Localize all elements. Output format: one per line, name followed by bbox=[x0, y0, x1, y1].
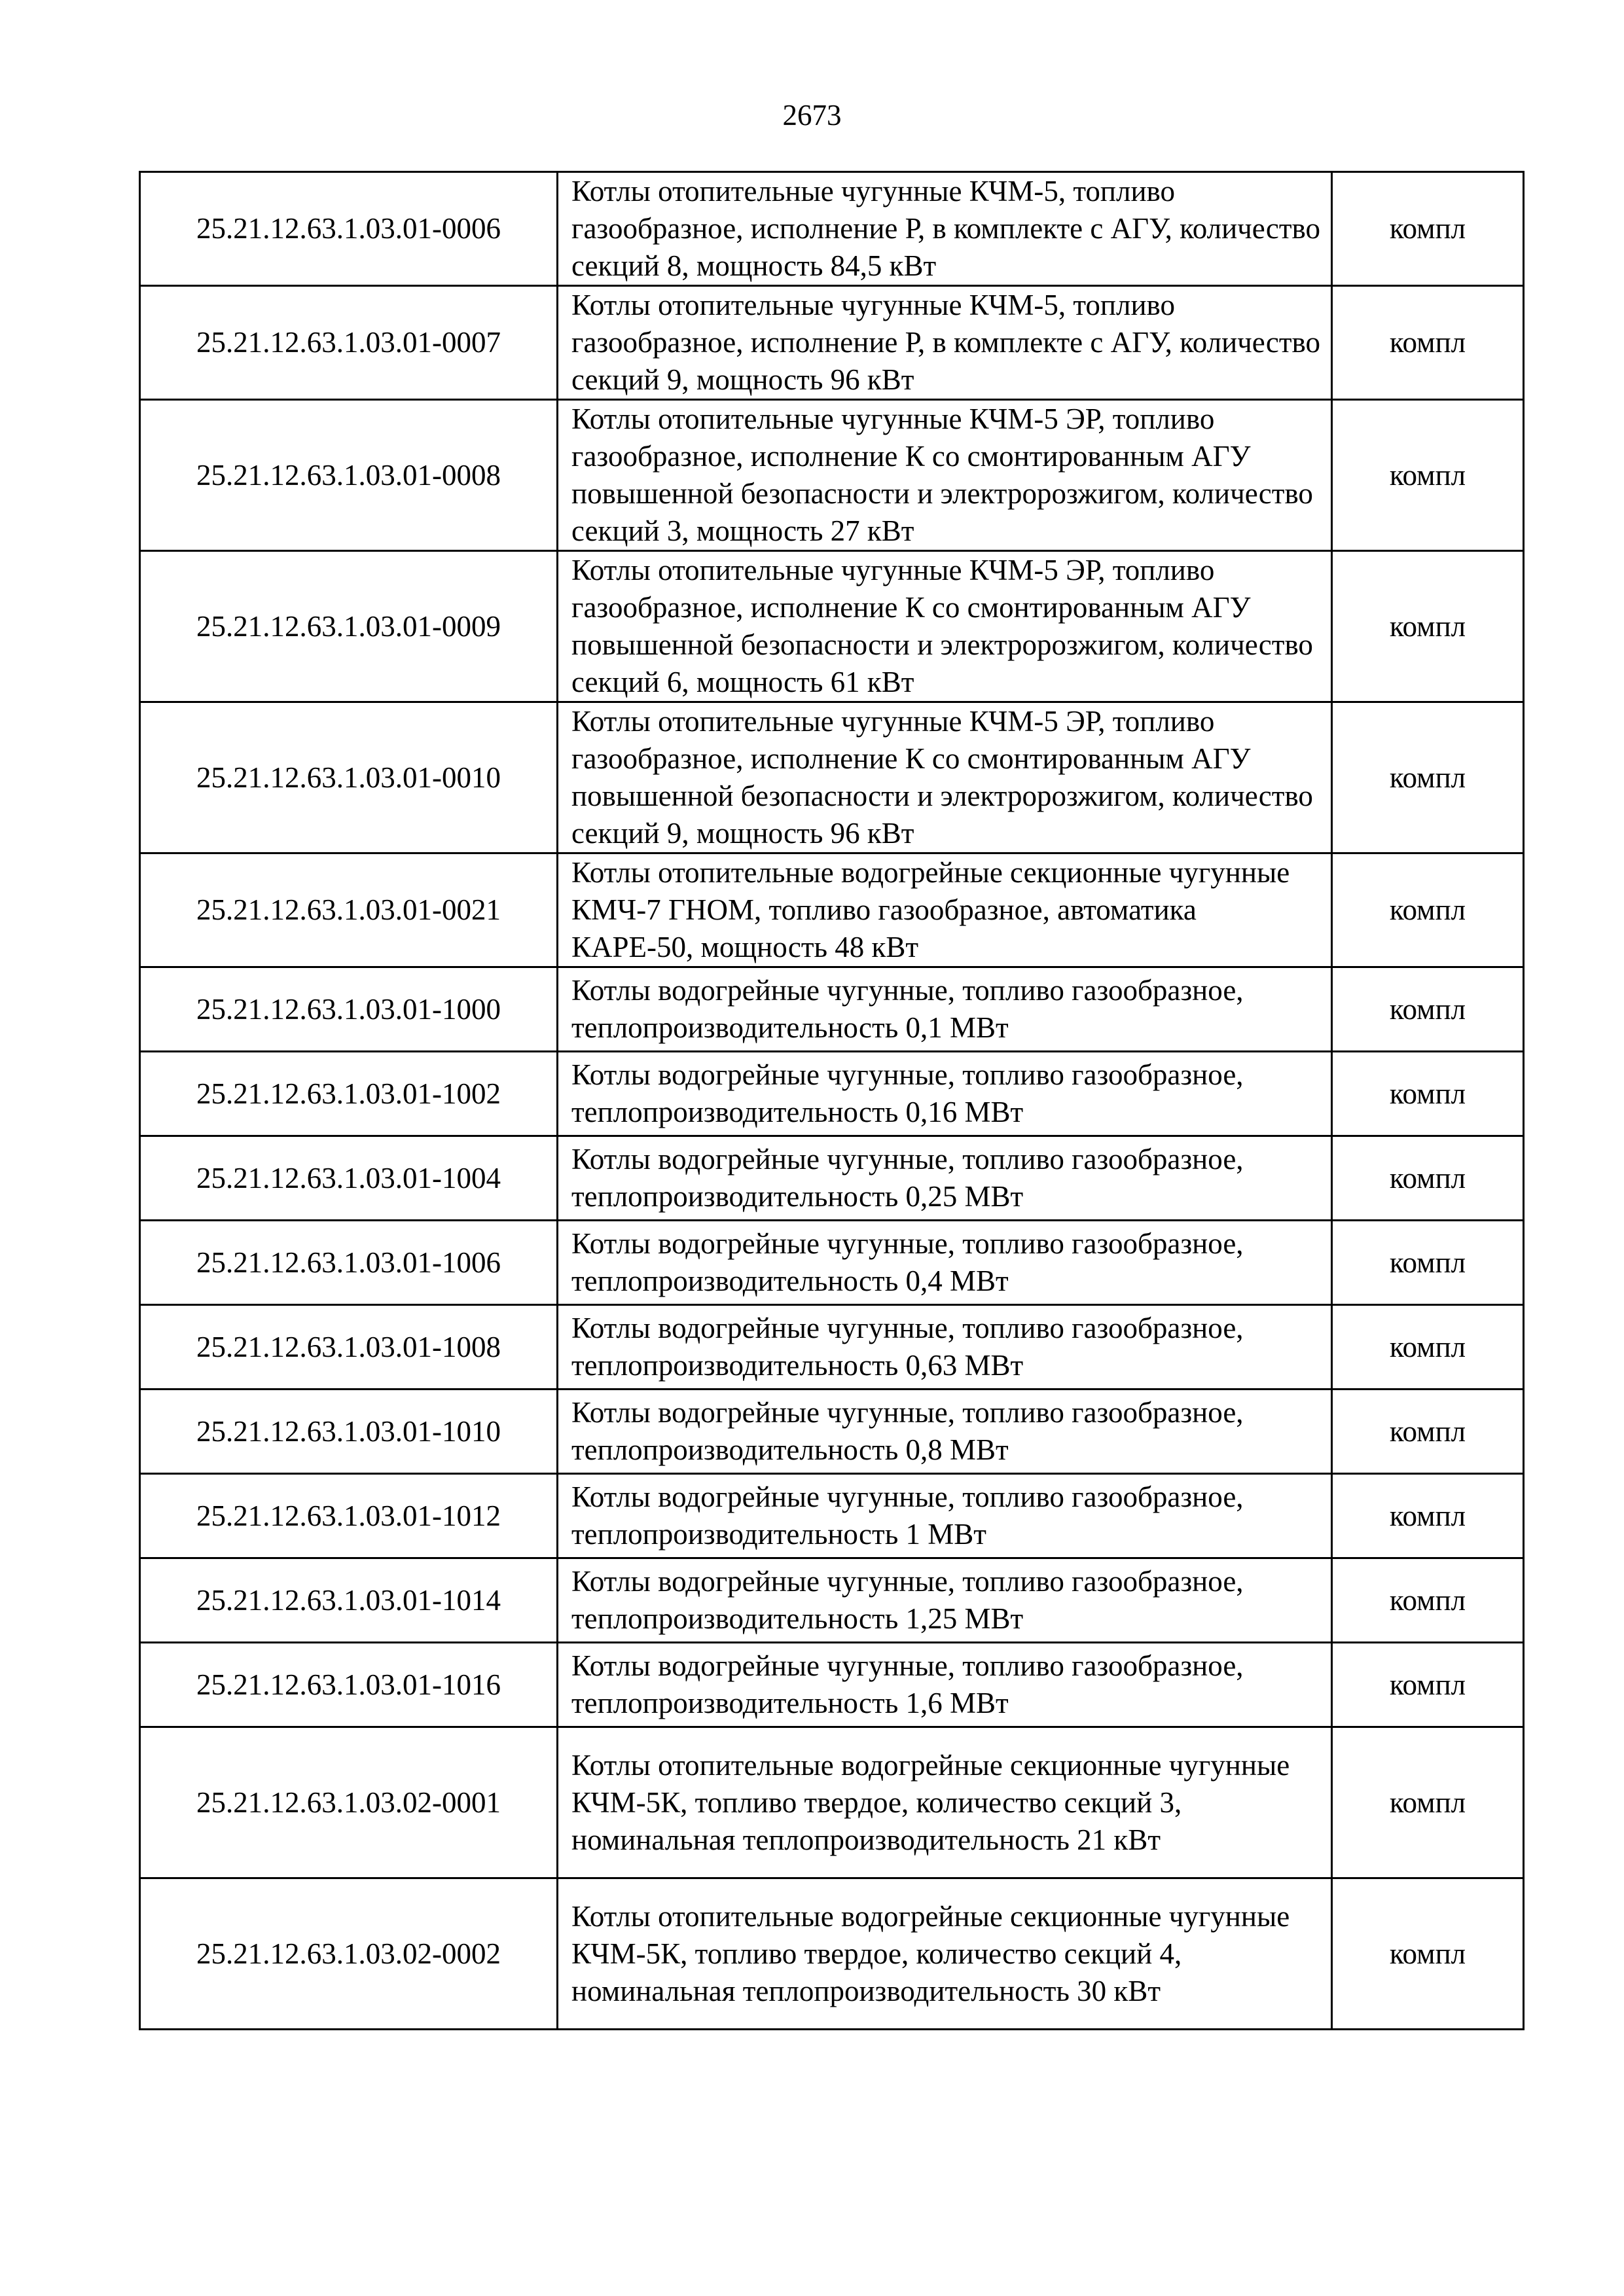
item-unit: компл bbox=[1332, 1474, 1524, 1558]
item-description: Котлы отопительные чугунные КЧМ-5 ЭР, топливо газообразное, исполнение К со смонтированным АГУ повышенной безопасности и электророзжигом, количество секций 9, мощность 96 кВт bbox=[558, 702, 1332, 853]
table-row bbox=[140, 400, 1524, 551]
item-description: Котлы водогрейные чугунные, топливо газообразное, теплопроизводительность 0,16 МВт bbox=[558, 1052, 1332, 1136]
item-description: Котлы отопительные чугунные КЧМ-5, топливо газообразное, исполнение Р, в комплекте с АГУ, количество секций 9, мощность 96 кВт bbox=[558, 286, 1332, 400]
item-code: 25.21.12.63.1.03.01-1008 bbox=[140, 1305, 558, 1390]
item-code: 25.21.12.63.1.03.01-1006 bbox=[140, 1221, 558, 1305]
item-unit: компл bbox=[1332, 1305, 1524, 1390]
item-code: 25.21.12.63.1.03.01-1014 bbox=[140, 1558, 558, 1643]
item-unit: компл bbox=[1332, 1878, 1524, 2030]
item-code: 25.21.12.63.1.03.01-0007 bbox=[140, 286, 558, 400]
item-description: Котлы водогрейные чугунные, топливо газообразное, теплопроизводительность 0,25 МВт bbox=[558, 1136, 1332, 1221]
item-code: 25.21.12.63.1.03.01-0021 bbox=[140, 853, 558, 967]
table-row bbox=[140, 853, 1524, 967]
item-description: Котлы отопительные чугунные КЧМ-5 ЭР, топливо газообразное, исполнение К со смонтированным АГУ повышенной безопасности и электророзжигом, количество секций 6, мощность 61 кВт bbox=[558, 551, 1332, 702]
item-description: Котлы водогрейные чугунные, топливо газообразное, теплопроизводительность 0,1 МВт bbox=[558, 967, 1332, 1052]
item-description: Котлы водогрейные чугунные, топливо газообразное, теплопроизводительность 1,25 МВт bbox=[558, 1558, 1332, 1643]
item-code: 25.21.12.63.1.03.01-1004 bbox=[140, 1136, 558, 1221]
item-unit: компл bbox=[1332, 400, 1524, 551]
item-code: 25.21.12.63.1.03.01-0009 bbox=[140, 551, 558, 702]
item-unit: компл bbox=[1332, 1136, 1524, 1221]
table-row bbox=[140, 551, 1524, 702]
item-unit: компл bbox=[1332, 967, 1524, 1052]
table-row bbox=[140, 1878, 1524, 2030]
item-description: Котлы водогрейные чугунные, топливо газообразное, теплопроизводительность 0,8 МВт bbox=[558, 1390, 1332, 1474]
item-description: Котлы отопительные водогрейные секционные чугунные КЧМ-5К, топливо твердое, количество секций 4, номинальная теплопроизводительность 30 кВт bbox=[558, 1878, 1332, 2030]
table-row bbox=[140, 1305, 1524, 1390]
item-unit: компл bbox=[1332, 853, 1524, 967]
table-row bbox=[140, 1390, 1524, 1474]
table-row bbox=[140, 702, 1524, 853]
item-code: 25.21.12.63.1.03.01-1016 bbox=[140, 1643, 558, 1727]
table-row bbox=[140, 1727, 1524, 1878]
item-unit: компл bbox=[1332, 1558, 1524, 1643]
table-row bbox=[140, 1474, 1524, 1558]
item-description: Котлы водогрейные чугунные, топливо газообразное, теплопроизводительность 0,63 МВт bbox=[558, 1305, 1332, 1390]
item-code: 25.21.12.63.1.03.02-0002 bbox=[140, 1878, 558, 2030]
table-row bbox=[140, 1052, 1524, 1136]
item-unit: компл bbox=[1332, 286, 1524, 400]
item-code: 25.21.12.63.1.03.01-1010 bbox=[140, 1390, 558, 1474]
item-unit: компл bbox=[1332, 1221, 1524, 1305]
item-code: 25.21.12.63.1.03.01-1000 bbox=[140, 967, 558, 1052]
item-code: 25.21.12.63.1.03.01-1002 bbox=[140, 1052, 558, 1136]
table-row bbox=[140, 1643, 1524, 1727]
table-row bbox=[140, 172, 1524, 286]
item-unit: компл bbox=[1332, 1052, 1524, 1136]
item-description: Котлы водогрейные чугунные, топливо газообразное, теплопроизводительность 1,6 МВт bbox=[558, 1643, 1332, 1727]
table-row bbox=[140, 1136, 1524, 1221]
item-code: 25.21.12.63.1.03.01-1012 bbox=[140, 1474, 558, 1558]
table-row bbox=[140, 967, 1524, 1052]
item-unit: компл bbox=[1332, 172, 1524, 286]
item-unit: компл bbox=[1332, 1727, 1524, 1878]
item-description: Котлы отопительные чугунные КЧМ-5 ЭР, топливо газообразное, исполнение К со смонтированным АГУ повышенной безопасности и электророзжигом, количество секций 3, мощность 27 кВт bbox=[558, 400, 1332, 551]
item-unit: компл bbox=[1332, 1643, 1524, 1727]
item-description: Котлы водогрейные чугунные, топливо газообразное, теплопроизводительность 0,4 МВт bbox=[558, 1221, 1332, 1305]
item-unit: компл bbox=[1332, 551, 1524, 702]
item-description: Котлы водогрейные чугунные, топливо газообразное, теплопроизводительность 1 МВт bbox=[558, 1474, 1332, 1558]
page-number: 2673 bbox=[782, 99, 842, 132]
item-code: 25.21.12.63.1.03.02-0001 bbox=[140, 1727, 558, 1878]
table-row bbox=[140, 1558, 1524, 1643]
table-row bbox=[140, 1221, 1524, 1305]
item-code: 25.21.12.63.1.03.01-0010 bbox=[140, 702, 558, 853]
item-description: Котлы отопительные водогрейные секционные чугунные КМЧ-7 ГНОМ, топливо газообразное, автоматика КАРЕ-50, мощность 48 кВт bbox=[558, 853, 1332, 967]
item-unit: компл bbox=[1332, 1390, 1524, 1474]
item-description: Котлы отопительные чугунные КЧМ-5, топливо газообразное, исполнение Р, в комплекте с АГУ, количество секций 8, мощность 84,5 кВт bbox=[558, 172, 1332, 286]
item-code: 25.21.12.63.1.03.01-0006 bbox=[140, 172, 558, 286]
items-table-body bbox=[140, 172, 1524, 2030]
items-table bbox=[139, 171, 1525, 2030]
item-code: 25.21.12.63.1.03.01-0008 bbox=[140, 400, 558, 551]
table-row bbox=[140, 286, 1524, 400]
item-description: Котлы отопительные водогрейные секционные чугунные КЧМ-5К, топливо твердое, количество секций 3, номинальная теплопроизводительность 21 кВт bbox=[558, 1727, 1332, 1878]
item-unit: компл bbox=[1332, 702, 1524, 853]
